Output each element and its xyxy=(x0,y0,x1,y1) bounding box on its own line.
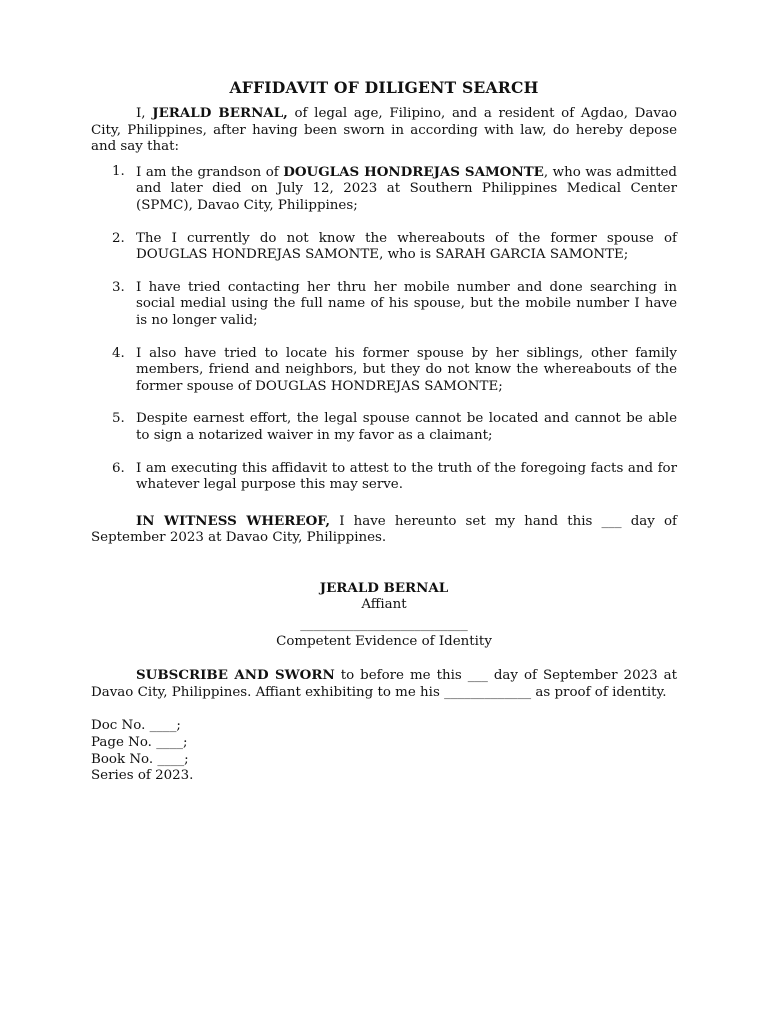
document-body xyxy=(91,78,677,785)
sworn-paragraph xyxy=(91,667,677,701)
item-number: 6. xyxy=(112,460,125,476)
item-text-pre: I am the grandson of xyxy=(136,164,284,180)
item-number: 3. xyxy=(112,279,125,295)
intro-text: of legal age, Filipino, and a resident of Agdao, Davao City, Philippines, after having been sworn in according with law, do hereby depose and say that: xyxy=(91,106,677,155)
list-item xyxy=(91,280,677,330)
witness-text: I have hereunto set my hand this ___ day of September 2023 at Davao City, Philippines. xyxy=(91,513,677,546)
item-number: 2. xyxy=(112,230,125,246)
witness-heading: IN WITNESS WHEREOF, xyxy=(136,512,331,529)
item-text: I have tried contacting her thru her mobile number and done searching in social medial using the full name of his spouse, but the mobile number I have is no longer valid; xyxy=(136,279,677,328)
item-number: 1. xyxy=(112,163,125,179)
book-number: Book No. ____; xyxy=(91,751,189,767)
evidence-label: Competent Evidence of Identity xyxy=(276,633,492,649)
item-text: Despite earnest effort, the legal spouse cannot be located and cannot be able to sign a notarized waiver in my favor as a claimant; xyxy=(136,411,677,443)
doc-number: Doc No. ____; xyxy=(91,718,181,734)
document-title: AFFIDAVIT OF DILIGENT SEARCH xyxy=(229,78,539,97)
list-item xyxy=(91,461,677,494)
deceased-name: DOUGLAS HONDREJAS SAMONTE xyxy=(283,163,544,180)
list-item xyxy=(91,411,677,444)
item-number: 4. xyxy=(112,345,125,361)
item-text-post: , who was admitted and later died on July 12, 2023 at Southern Philippines Medical Center (SPMC), Davao City, Philippines; xyxy=(136,164,677,213)
list-item xyxy=(91,164,677,215)
list-item xyxy=(91,346,677,396)
affiant-name xyxy=(91,580,677,598)
sworn-text: to before me this ___ day of September 2023 at Davao City, Philippines. Affiant exhibiting to me his _____________ as proof of identity. xyxy=(91,668,677,700)
intro-paragraph xyxy=(91,105,677,156)
list-item xyxy=(91,231,677,264)
notary-details xyxy=(91,718,677,784)
signature-block xyxy=(91,580,677,650)
item-number: 5. xyxy=(112,411,125,427)
affiant-role: Affiant xyxy=(361,597,407,613)
item-text: I am executing this affidavit to attest to the truth of the foregoing facts and for whatever legal purpose this may serve. xyxy=(136,460,677,493)
statements-list xyxy=(91,164,677,494)
sworn-heading: SUBSCRIBE AND SWORN xyxy=(136,667,335,684)
page-number: Page No. ____; xyxy=(91,735,188,751)
witness-paragraph xyxy=(91,513,677,547)
item-text: I also have tried to locate his former spouse by her siblings, other family members, friend and neighbors, but they do not know the whereabouts of the former spouse of DOUGLAS HONDREJAS SAMONTE; xyxy=(136,345,677,394)
affiant-name-inline: JERALD BERNAL, xyxy=(152,105,288,121)
signature-line: _________________________ xyxy=(300,617,468,633)
intro-prefix: I, xyxy=(136,106,153,121)
affiant-name-text: JERALD BERNAL xyxy=(319,579,449,596)
series-year: Series of 2023. xyxy=(91,768,194,784)
item-text: The I currently do not know the whereabouts of the former spouse of DOUGLAS HONDREJAS SAMONTE, who is SARAH GARCIA SAMONTE; xyxy=(136,230,677,263)
